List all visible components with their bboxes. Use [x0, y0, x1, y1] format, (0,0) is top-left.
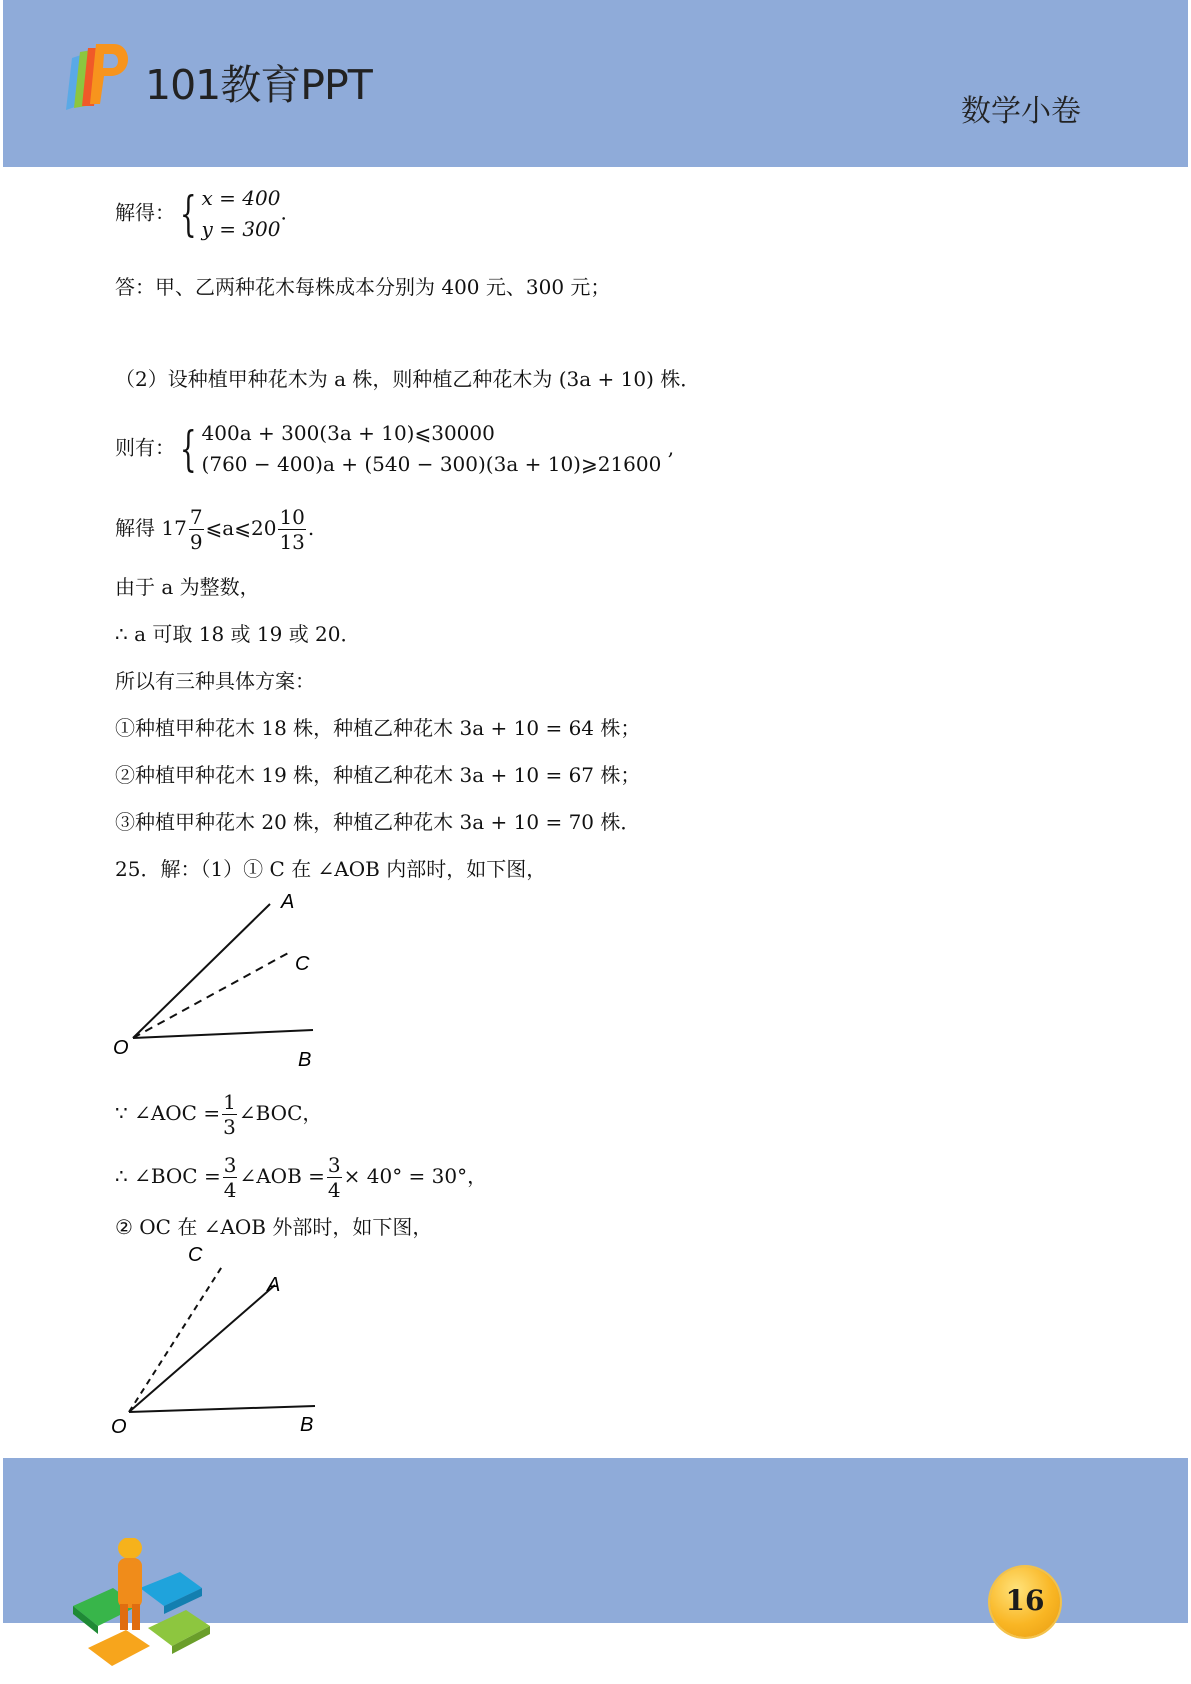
ray-oa: [129, 1285, 275, 1412]
page-number: 16: [1005, 1584, 1045, 1617]
case-2-line: ② OC 在 ∠AOB 外部时，如下图，: [115, 1215, 433, 1239]
therefore-suffix: × 40° = 30°，: [343, 1164, 488, 1188]
ray-oc: [133, 952, 290, 1038]
subject-title: 数学小卷: [961, 94, 1081, 129]
plan-3: ③种植甲种花木 20 株，种植乙种花木 3a + 10 = 70 株．: [115, 810, 641, 834]
fraction-7-9: $\frac{7}{9}$: [189, 505, 203, 554]
because-suffix: ∠BOC，: [238, 1101, 323, 1125]
page-number-badge: [990, 1567, 1060, 1637]
brace-symbol: {: [179, 186, 197, 242]
plans-intro: 所以有三种具体方案：: [115, 669, 315, 693]
label-b: B: [298, 1049, 312, 1071]
ray-ob: [133, 1030, 313, 1038]
label-a: A: [281, 891, 295, 913]
label-b: B: [300, 1414, 314, 1436]
brand-name: 101教育PPT: [145, 61, 372, 109]
inequality-2: (760 − 400)a + (540 − 300)(3a + 10)⩾21600: [201, 452, 662, 476]
plan-2: ②种植甲种花木 19 株，种植乙种花木 3a + 10 = 67 株；: [115, 763, 641, 787]
label-o: O: [111, 1416, 127, 1438]
ray-ob: [129, 1406, 315, 1412]
therefore-line: [115, 1153, 487, 1202]
solution-x: x = 400: [201, 186, 281, 210]
figure-c-inside: [105, 890, 335, 1080]
ray-oa: [133, 904, 270, 1038]
inequality-system: 则有： { 400a + 300(3a + 10)⩽30000 (760 − 400)a + (540 − 300)(3a + 10)⩾21600 ,: [115, 418, 674, 480]
solution-label: 解得：: [115, 200, 175, 225]
label-o: O: [113, 1037, 129, 1059]
equation-system: [202, 183, 281, 245]
inequality-1: 400a + 300(3a + 10)⩽30000: [201, 421, 495, 445]
brace-symbol: {: [179, 421, 197, 477]
part-2-line: （2）设种植甲种花木为 a 株，则种植乙种花木为 (3a + 10) 株．: [115, 367, 701, 391]
fraction-3-4-b: $\frac{3}{4}$: [327, 1153, 341, 1202]
answer-line: 答：甲、乙两种花木每株成本分别为 400 元、300 元；: [115, 275, 611, 299]
figure-c-outside: [105, 1245, 335, 1440]
integer-note: 由于 a 为整数，: [115, 575, 260, 599]
then-label: 则有：: [115, 435, 175, 460]
label-a: A: [267, 1274, 281, 1296]
question-25: 25．解：（1）① C 在 ∠AOB 内部时，如下图，: [115, 857, 547, 881]
range-line: 解得 17 $\frac{7}{9}$ ⩽a⩽20 $\frac{10}{13}$ .: [115, 505, 315, 554]
label-c: C: [188, 1245, 203, 1266]
fraction-1-3: $\frac{1}{3}$: [223, 1090, 236, 1139]
range-middle: ⩽a⩽20: [205, 516, 277, 540]
plan-1: ①种植甲种花木 18 株，种植乙种花木 3a + 10 = 64 株；: [115, 716, 641, 740]
brand-logo-icon: [58, 40, 133, 115]
fraction-3-4-a: $\frac{3}{4}$: [223, 1153, 237, 1202]
therefore-middle: ∠AOB =: [239, 1164, 325, 1188]
fraction-10-13: $\frac{10}{13}$: [279, 505, 305, 554]
inequalities: [202, 418, 662, 480]
solution-y: y = 300: [201, 217, 281, 241]
because-prefix: ∵ ∠AOC =: [115, 1101, 221, 1125]
ray-oc: [129, 1265, 223, 1412]
solution-system: 解得： { x = 400 y = 300 .: [115, 183, 287, 245]
values-note: ∴ a 可取 18 或 19 或 20．: [115, 622, 361, 646]
label-c: C: [295, 953, 310, 975]
range-prefix: 解得 17: [115, 516, 187, 540]
therefore-prefix: ∴ ∠BOC =: [115, 1164, 221, 1188]
learning-figure-icon: [68, 1538, 218, 1668]
because-line: [115, 1090, 322, 1139]
